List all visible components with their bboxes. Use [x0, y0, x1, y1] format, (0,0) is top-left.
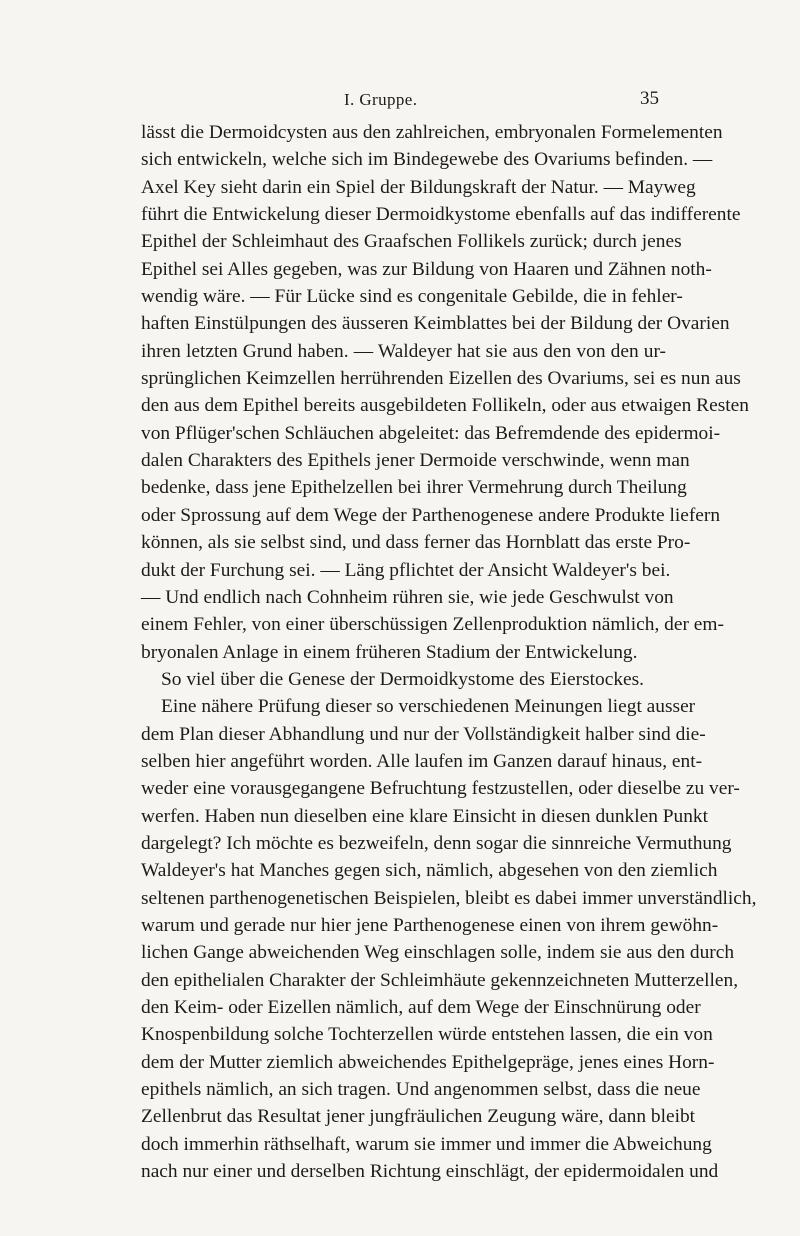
text-line: wendig wäre. — Für Lücke sind es congenitale Gebilde, die in fehler-	[141, 286, 683, 308]
text-line: dargelegt? Ich möchte es bezweifeln, denn sogar die sinnreiche Vermuthung	[141, 832, 732, 854]
text-line: nach nur einer und derselben Richtung einschlägt, der epidermoidalen und	[141, 1161, 719, 1183]
text-line: bryonalen Anlage in einem früheren Stadium der Entwickelung.	[141, 641, 638, 663]
text-line: sprünglichen Keimzellen herrührenden Eizellen des Ovariums, sei es nun aus	[141, 368, 741, 390]
text-line: So viel über die Genese der Dermoidkystome des Eierstockes.	[161, 668, 645, 690]
text-line: selben hier angeführt worden. Alle laufen im Ganzen darauf hinaus, ent-	[141, 750, 703, 772]
text-line: den Keim- oder Eizellen nämlich, auf dem Wege der Einschnürung oder	[141, 997, 701, 1018]
text-line: dalen Charakters des Epithels jener Dermoide verschwinde, wenn man	[141, 450, 690, 472]
text-line: epithels nämlich, an sich tragen. Und angenommen selbst, dass die neue	[141, 1079, 701, 1101]
text-line: bedenke, dass jene Epithelzellen bei ihrer Vermehrung durch Theilung	[141, 477, 687, 499]
running-header	[0, 88, 800, 116]
text-line: dukt der Furchung sei. — Läng pflichtet der Ansicht Waldeyer's bei.	[141, 559, 671, 581]
text-line: den epithelialen Charakter der Schleimhäute gekennzeichneten Mutterzellen,	[141, 969, 739, 991]
text-line: weder eine vorausgegangene Befruchtung festzustellen, oder dieselbe zu ver-	[141, 778, 740, 800]
text-line: den aus dem Epithel bereits ausgebildeten Follikeln, oder aus etwaigen Resten	[141, 395, 749, 417]
text-line: warum und gerade nur hier jene Parthenogenese einen von ihrem gewöhn-	[141, 914, 719, 936]
text-line: ihren letzten Grund haben. — Waldeyer hat sie aus den von den ur-	[141, 340, 666, 362]
text-line: von Pflüger'schen Schläuchen abgeleitet: das Befremdende des epidermoi-	[141, 422, 721, 444]
text-line: Eine nähere Prüfung dieser so verschiedenen Meinungen liegt ausser	[161, 696, 696, 718]
text-line: Zellenbrut das Resultat jener jungfräulichen Zeugung wäre, dann bleibt	[141, 1106, 696, 1128]
text-line: lässt die Dermoidcysten aus den zahlreichen, embryonalen Formelementen	[141, 122, 723, 143]
text-line: — Und endlich nach Cohnheim rühren sie, wie jede Geschwulst von	[141, 586, 674, 608]
text-line: dem Plan dieser Abhandlung und nur der Vollständigkeit halber sind die-	[141, 723, 706, 745]
text-line: Knospenbildung solche Tochterzellen würde entstehen lassen, die ein von	[141, 1024, 713, 1046]
text-line: Axel Key sieht darin ein Spiel der Bildungskraft der Natur. — Mayweg	[141, 176, 696, 198]
body-text	[141, 119, 757, 1185]
text-line: dem der Mutter ziemlich abweichendes Epithelgepräge, jenes eines Horn-	[141, 1051, 715, 1073]
text-line: Epithel sei Alles gegeben, was zur Bildung von Haaren und Zähnen noth-	[141, 258, 712, 280]
text-line: oder Sprossung auf dem Wege der Parthenogenese andere Produkte liefern	[141, 504, 721, 526]
text-line: doch immerhin räthselhaft, warum sie immer und immer die Abweichung	[141, 1133, 712, 1155]
text-line: sich entwickeln, welche sich im Bindegewebe des Ovariums befinden. —	[141, 149, 713, 171]
text-line: können, als sie selbst sind, und dass ferner das Hornblatt das erste Pro-	[141, 532, 691, 554]
section-title: I. Gruppe.	[344, 90, 418, 109]
text-line: werfen. Haben nun dieselben eine klare Einsicht in diesen dunklen Punkt	[141, 805, 709, 827]
page-number: 35	[640, 88, 659, 109]
text-line: Waldeyer's hat Manches gegen sich, nämlich, abgesehen von den ziemlich	[141, 860, 718, 882]
text-line: seltenen parthenogenetischen Beispielen, bleibt es dabei immer unverständlich,	[141, 887, 757, 909]
text-line: lichen Gange abweichenden Weg einschlagen solle, indem sie aus den durch	[141, 942, 735, 964]
text-line: haften Einstülpungen des äusseren Keimblattes bei der Bildung der Ovarien	[141, 313, 730, 335]
text-line: einem Fehler, von einer überschüssigen Zellenproduktion nämlich, der em-	[141, 614, 724, 636]
text-line: Epithel der Schleimhaut des Graafschen Follikels zurück; durch jenes	[141, 231, 682, 253]
text-line: führt die Entwickelung dieser Dermoidkystome ebenfalls auf das indifferente	[141, 204, 741, 226]
